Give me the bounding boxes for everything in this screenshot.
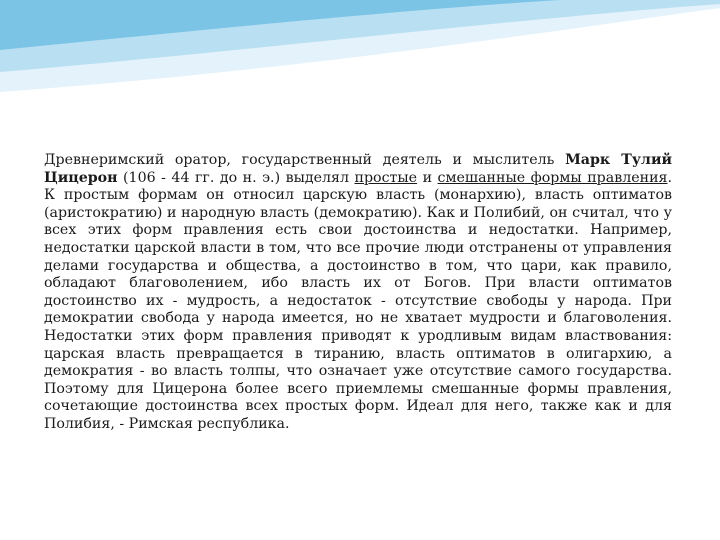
wave-decoration <box>0 0 720 100</box>
body-paragraph <box>44 152 672 434</box>
cicero-name: Марк Тулий Цицерон <box>44 152 672 186</box>
text-intro: Древнеримский оратор, государственный деятель и мыслитель <box>44 152 566 168</box>
text-dates: (106 - 44 гг. до н. э.) выделял <box>117 169 355 186</box>
text-and: и <box>417 169 438 186</box>
term-mixed: смешанные формы правления <box>437 169 668 186</box>
text-body: . К простым формам он относил царскую власть (монархию), власть оптиматов (аристократию) и народную власть (демократию). Как и Полибий, он считал, что у всех этих форм правления есть свои достоинства и недостатки. Например, недостатки царской власти в том, что все прочие люди отстранены от управления делами государства и общества, а достоинство в том, что цари, как правило, обладают благоволением, ибо власть их от Богов. При власти оптиматов достоинство их - мудрость, а недостаток - отсутствие свободы у народа. При демократии свобода у народа имеется, но не хватает мудрости и благоволения. Недостатки этих форм правления приводят к уродливым видам властвования: царская власть превращается в тиранию, власть оптиматов в олигархию, а демократия - во власть толпы, что означает уже отсутствие самого государства. Поэтому для Цицерона более всего приемлемы смешанные формы правления, сочетающие достоинства всех простых форм. Идеал для него, также как и для Полибия, - Римская республика. <box>44 169 672 432</box>
term-simple: простые <box>354 169 418 186</box>
